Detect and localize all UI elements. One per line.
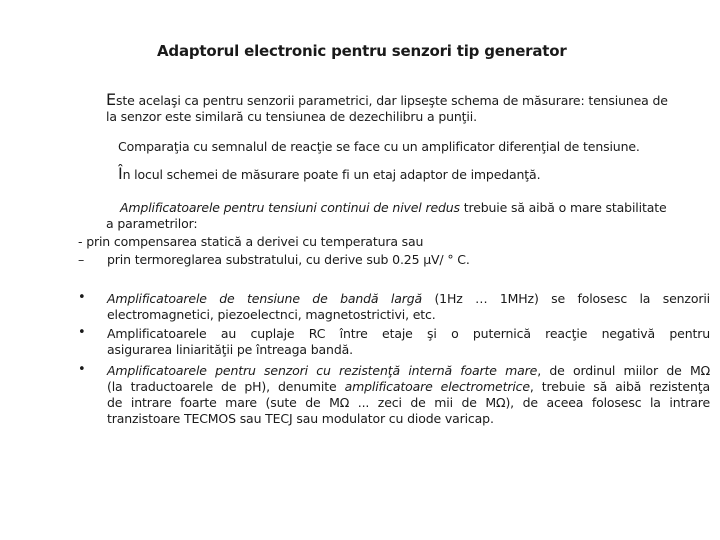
bullet3-rest: , de ordinul miilor de MΩ [537, 363, 711, 378]
para1-initial: E [106, 90, 116, 109]
slide-title: Adaptorul electronic pentru senzori tip generator [157, 42, 567, 60]
dash-item-text: prin termoreglarea substratului, cu derive sub 0.25 µV/ ° C. [107, 252, 470, 267]
bullet3-line4: tranzistoare TECMOS sau TECJ sau modulator cu diode varicap. [107, 411, 494, 426]
para3-text: n locul schemei de măsurare poate fi un etaj adaptor de impedanţă. [122, 167, 541, 182]
para4-italic: Amplificatoarele pentru tensiuni continui de nivel redus [120, 200, 460, 215]
bullet1-italic: Amplificatoarele de tensiune de bandă largă [107, 291, 422, 306]
dash-item-text: prin compensarea statică a derivei cu temperatura sau [86, 234, 424, 249]
bullet3-line1 [107, 363, 710, 379]
para3 [118, 166, 540, 183]
bullet2-line1: Amplificatoarele au cuplaje RC între etaje şi o puternică reacţie negativă pentru [107, 326, 710, 341]
bullet-mark: • [78, 362, 86, 377]
para4-rest: trebuie să aibă o mare stabilitate [459, 200, 667, 215]
para4-line2: a parametrilor: [106, 216, 198, 231]
dash-item [78, 234, 423, 250]
bullet1-rest: (1Hz … 1MHz) se folosesc la senzorii [422, 291, 710, 306]
bullet3-line3: de intrare foarte mare (sute de MΩ ... zeci de mii de MΩ), de aceea folosesc la intrare [107, 395, 710, 410]
bullet-mark: • [78, 290, 86, 305]
bullet3-line2 [107, 379, 710, 395]
para3-initial: Î [118, 164, 123, 183]
bullet3-line2-b: , trebuie să aibă rezistenţa [529, 379, 710, 394]
bullet-mark: • [78, 325, 86, 340]
para1-line2: la senzor este similară cu tensiunea de dezechilibru a punţii. [106, 109, 477, 124]
bullet1-line1 [107, 291, 710, 307]
bullet3-italic: Amplificatoarele pentru senzori cu rezistenţă internă foarte mare [107, 363, 538, 378]
para1-line1-text: ste acelaşi ca pentru senzorii parametrici, dar lipseşte schema de măsurare: tensiunea de [115, 93, 668, 108]
bullet1-line2: electromagnetici, piezoelectnci, magnetostrictivi, etc. [107, 307, 436, 322]
bullet3-line2-italic: amplificatoare electrometrice [344, 379, 530, 394]
dash-item [78, 252, 470, 268]
dash-mark: - [78, 234, 83, 249]
para2: Comparaţia cu semnalul de reacţie se face cu un amplificator diferenţial de tensiune. [118, 139, 640, 154]
para4-line1 [120, 200, 667, 216]
bullet3-line2-a: (la traductoarele de pH), denumite [107, 379, 345, 394]
bullet2-line2: asigurarea liniarităţii pe întreaga bandă. [107, 342, 353, 357]
para1-line1 [106, 92, 712, 109]
dash-mark: – [78, 252, 85, 267]
